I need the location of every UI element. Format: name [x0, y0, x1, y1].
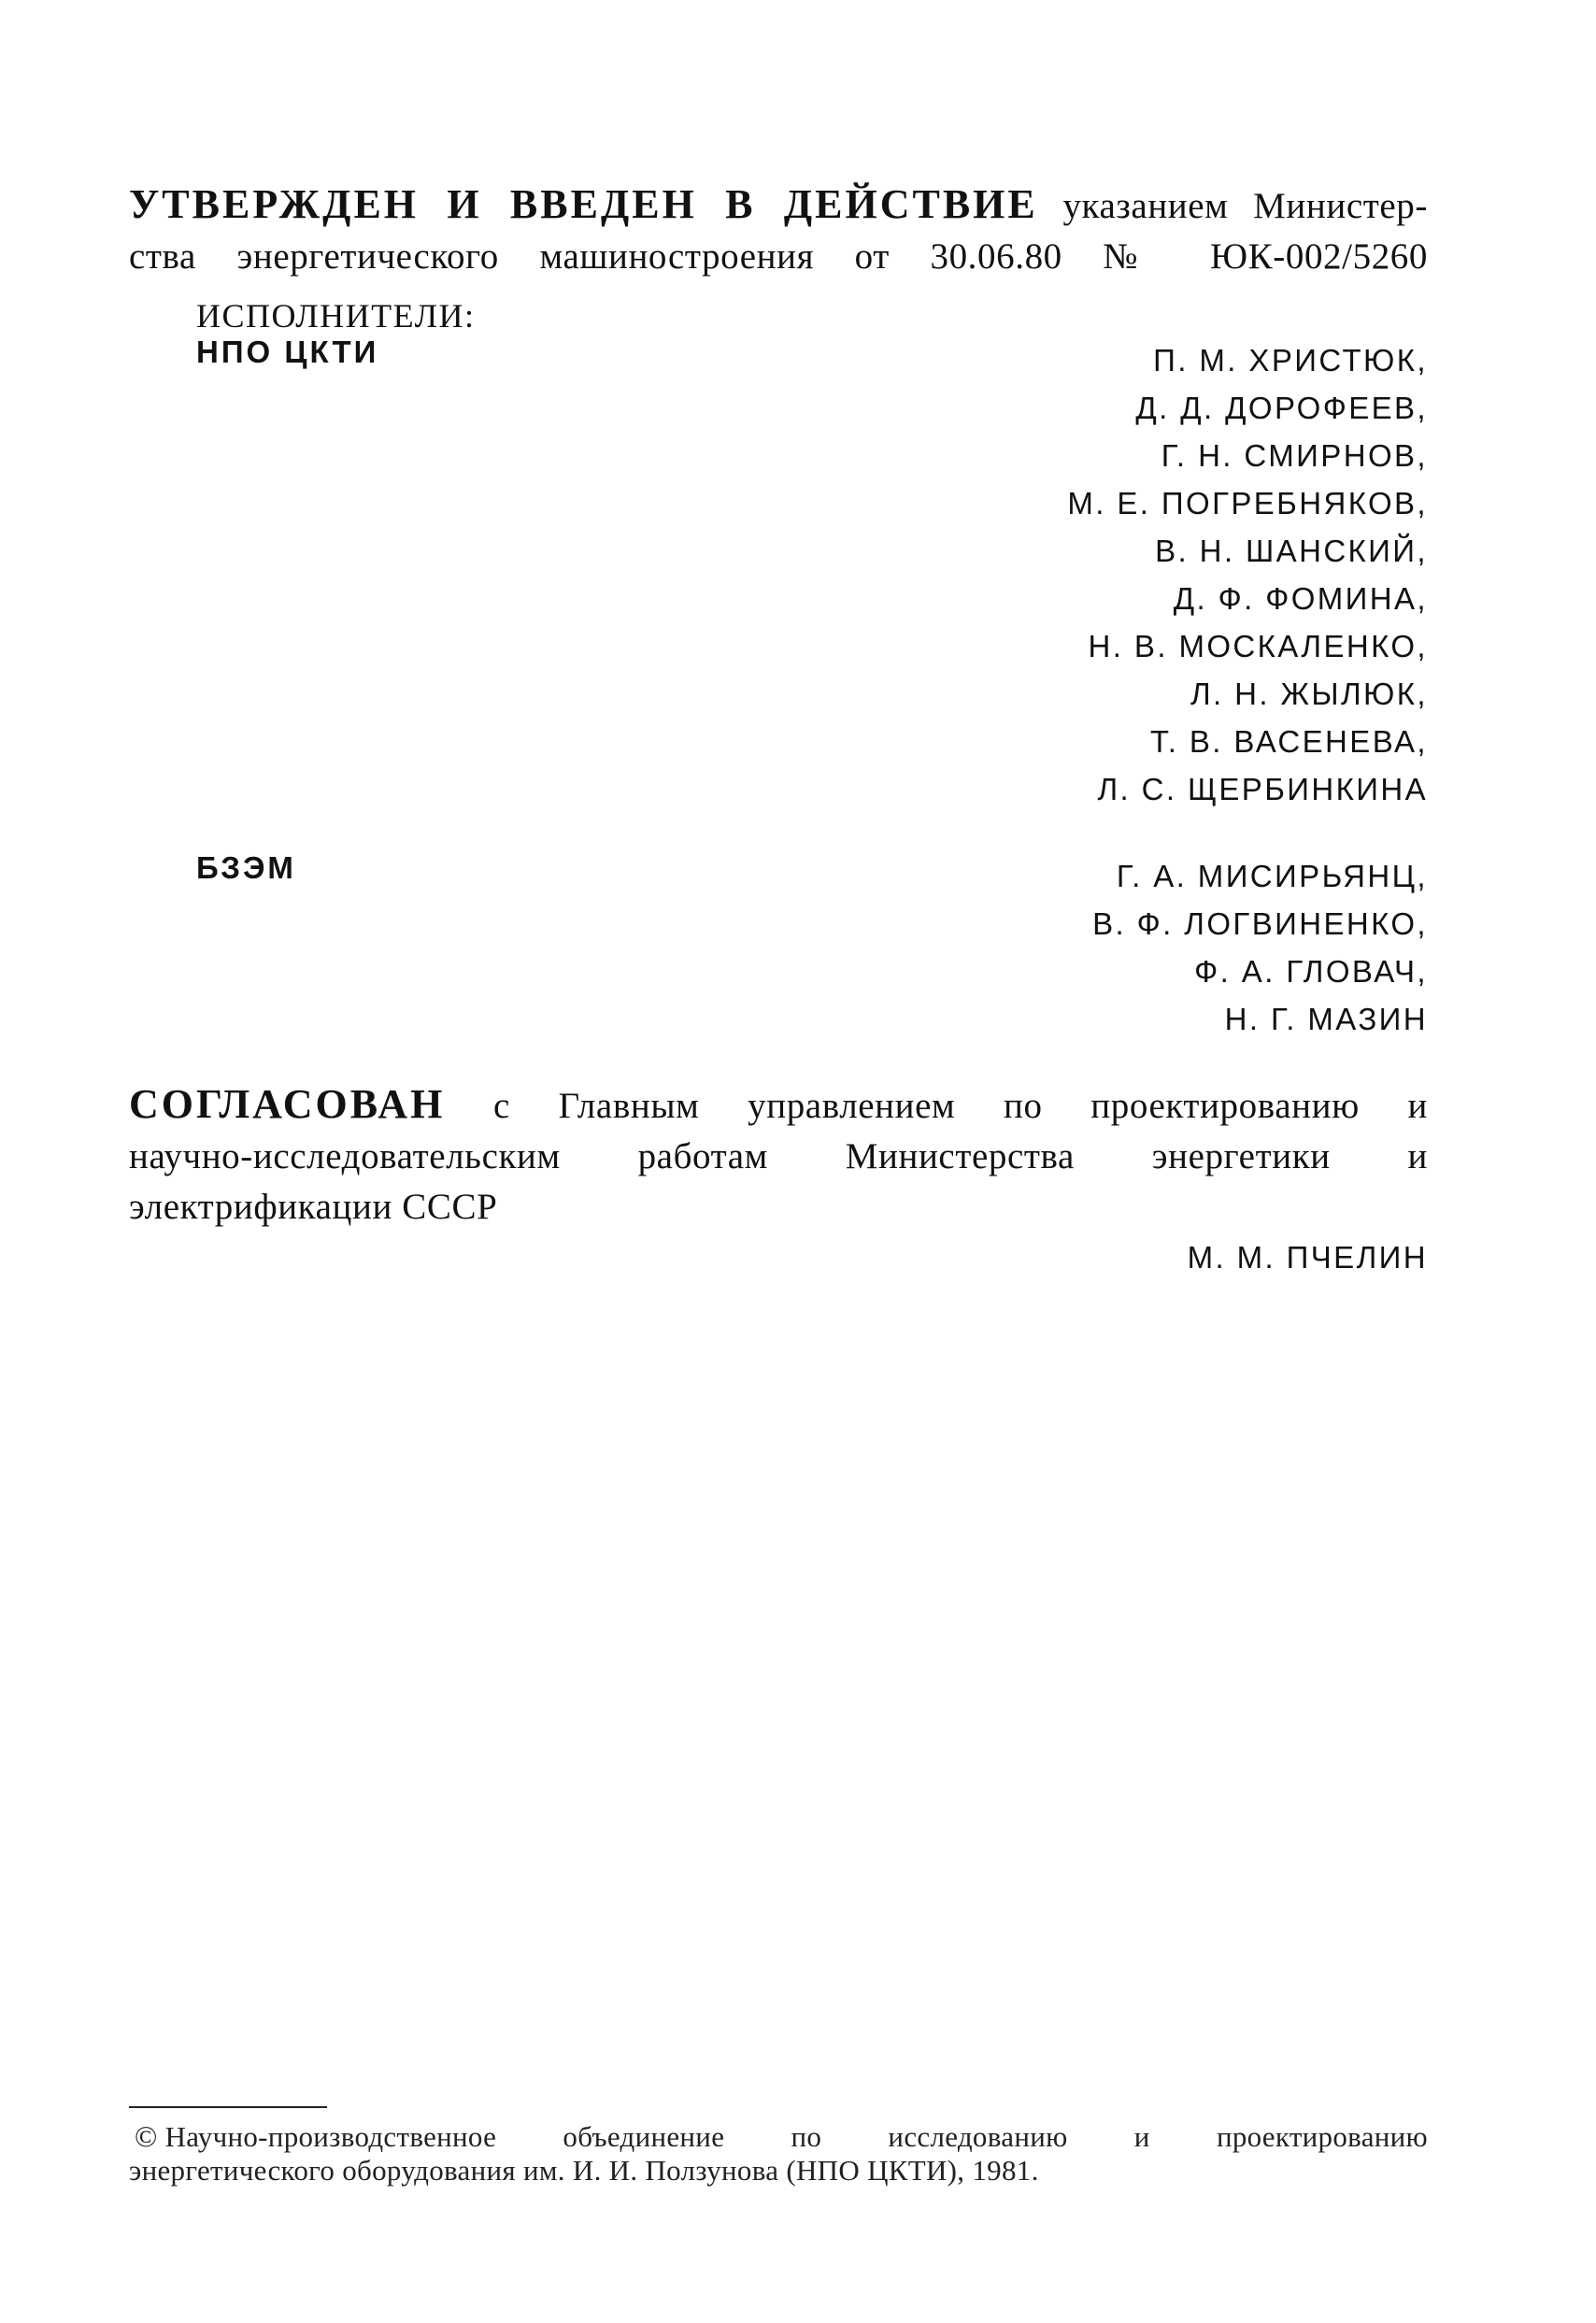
executor-name: В. Ф. ЛОГВИНЕНКО,: [1092, 906, 1428, 941]
agreement-line-3: электрификации СССР: [129, 1187, 498, 1227]
executor-list-npo-ckti: [1067, 336, 1428, 813]
executor-name: В. Н. ШАНСКИЙ,: [1155, 534, 1428, 568]
executor-list-bzem: [1092, 852, 1428, 1043]
agreement-heading: СОГЛАСОВАН: [129, 1081, 446, 1127]
org-npo-ckti: НПО ЦКТИ: [196, 335, 379, 369]
executor-name: Л. С. ЩЕРБИНКИНА: [1097, 772, 1428, 806]
agreement-signer: М. М. ПЧЕЛИН: [1187, 1240, 1428, 1275]
copyright-footnote: [129, 2119, 1428, 2188]
executor-name: Г. Н. СМИРНОВ,: [1161, 438, 1428, 473]
executor-name: М. Е. ПОГРЕБНЯКОВ,: [1067, 486, 1428, 520]
copyright-icon: ©: [135, 2119, 158, 2153]
agreement-line-1-rest: с Главным управлением по проектированию и: [493, 1086, 1428, 1126]
executor-name: Г. А. МИСИРЬЯНЦ,: [1116, 859, 1428, 893]
executor-name: Т. В. ВАСЕНЕВА,: [1149, 724, 1428, 759]
footnote-line-1: [129, 2119, 1428, 2154]
executor-name: Н. Г. МАЗИН: [1224, 1002, 1428, 1036]
approval-line-1: [129, 179, 1428, 232]
executor-name: П. М. ХРИСТЮК,: [1153, 343, 1428, 378]
executors-label: ИСПОЛНИТЕЛИ:: [196, 297, 476, 335]
executor-name: Д. Ф. ФОМИНА,: [1173, 581, 1428, 616]
agreement-line-1: [129, 1079, 1428, 1132]
executor-name: Д. Д. ДОРОФЕЕВ,: [1135, 391, 1428, 425]
approval-line-1-rest: указанием Министер-: [1062, 186, 1428, 226]
executor-name: Л. Н. ЖЫЛЮК,: [1190, 677, 1428, 711]
footnote-line-2: энергетического оборудования им. И. И. Ползунова (НПО ЦКТИ), 1981.: [129, 2154, 1039, 2187]
footnote-line-1-text: Научно-производственное объединение по исследованию и проектированию: [164, 2120, 1428, 2153]
agreement-statement: [129, 1079, 1428, 1233]
executor-name: Н. В. МОСКАЛЕНКО,: [1088, 629, 1428, 663]
footnote-divider: [129, 2106, 327, 2108]
approval-line-2: ства энергетического машиностроения от 30.06.80 № ЮК-002/5260: [129, 236, 1428, 277]
org-bzem: БЗЭМ: [196, 850, 296, 885]
executor-name: Ф. А. ГЛОВАЧ,: [1194, 954, 1428, 989]
approval-statement: [129, 179, 1428, 282]
agreement-line-2: научно-исследовательским работам Министерства энергетики и: [129, 1136, 1428, 1176]
approval-heading: УТВЕРЖДЕН И ВВЕДЕН В ДЕЙСТВИЕ: [129, 181, 1038, 227]
